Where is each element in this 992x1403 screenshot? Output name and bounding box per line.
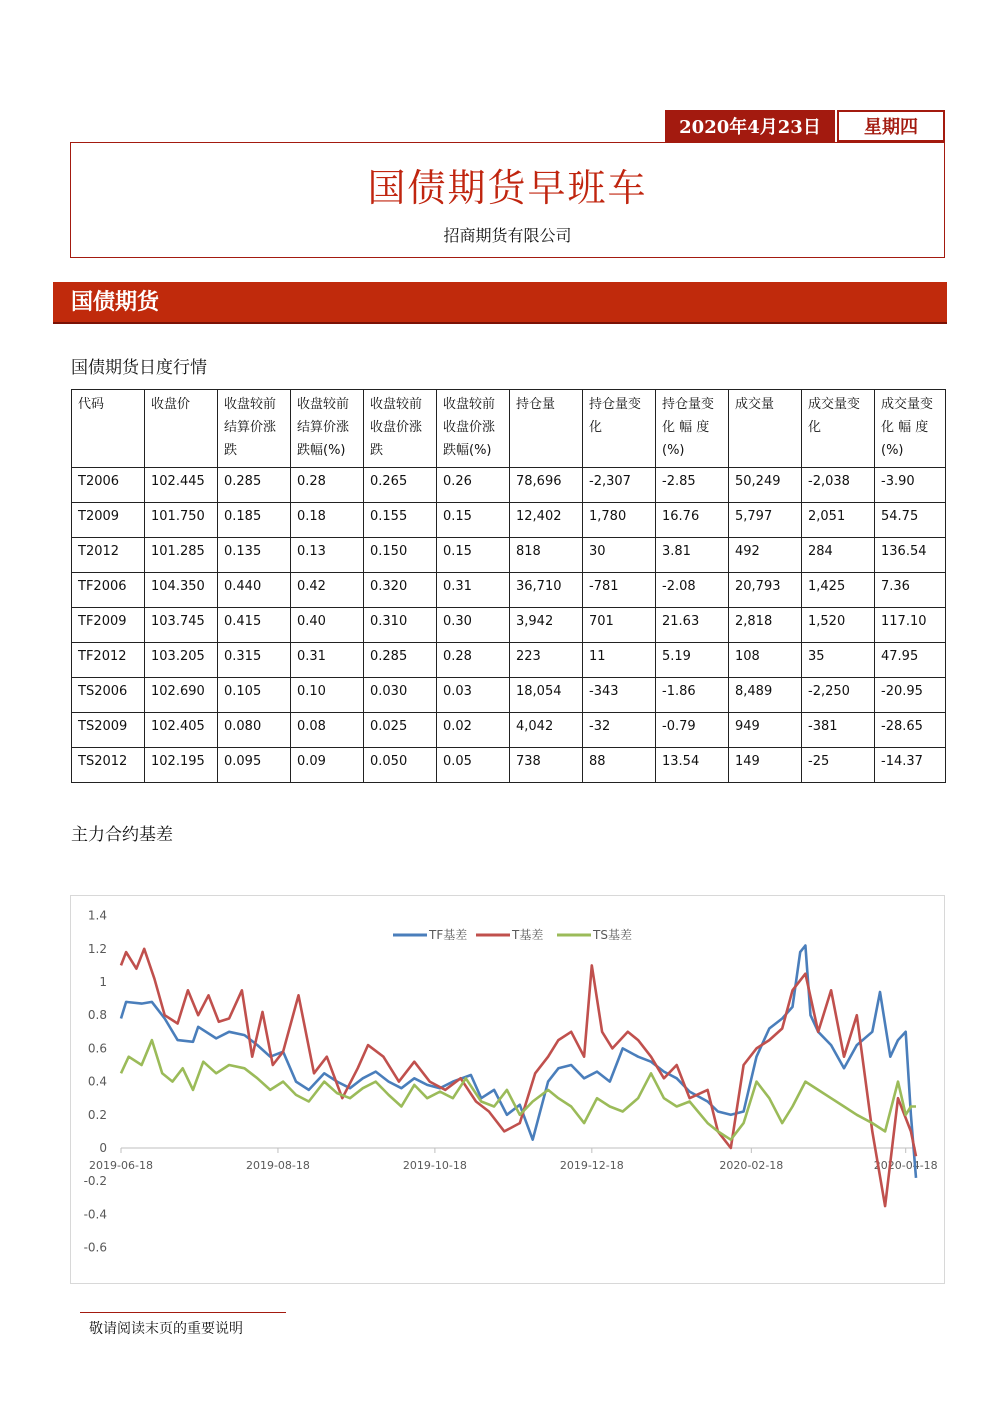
table-header-cell: 收盘较前收盘价涨跌幅(%) <box>437 390 510 468</box>
table-cell: 12,402 <box>510 503 583 538</box>
table-cell: 0.050 <box>364 748 437 783</box>
table-cell: T2006 <box>72 468 145 503</box>
y-tick-label: 0.6 <box>87 1041 107 1056</box>
table-cell: -2,250 <box>802 678 875 713</box>
table-cell: 30 <box>583 538 656 573</box>
table-cell: 0.40 <box>291 608 364 643</box>
y-tick-label: -0.2 <box>83 1174 107 1189</box>
table-cell: 0.08 <box>291 713 364 748</box>
table-cell: 88 <box>583 748 656 783</box>
table-cell: -25 <box>802 748 875 783</box>
table-cell: 0.025 <box>364 713 437 748</box>
table-cell: 1,780 <box>583 503 656 538</box>
table-cell: 949 <box>729 713 802 748</box>
y-tick-label: 0.8 <box>87 1008 107 1023</box>
table-cell: 104.350 <box>145 573 218 608</box>
basis-chart <box>70 895 945 1284</box>
y-tick-label: 1 <box>99 975 107 989</box>
table-header-cell: 收盘价 <box>145 390 218 468</box>
table-cell: -3.90 <box>875 468 946 503</box>
table-row <box>72 608 946 643</box>
table-cell: 1,425 <box>802 573 875 608</box>
table-cell: 0.28 <box>437 643 510 678</box>
table-cell: 492 <box>729 538 802 573</box>
table-cell: T2012 <box>72 538 145 573</box>
x-tick-label: 2019-12-18 <box>559 1159 624 1172</box>
series-line-T基差 <box>121 949 916 1206</box>
table-cell: 0.03 <box>437 678 510 713</box>
table-cell: 0.080 <box>218 713 291 748</box>
table-cell: 0.265 <box>364 468 437 503</box>
y-tick-label: -0.4 <box>83 1207 107 1222</box>
y-tick-label: -0.6 <box>83 1240 107 1255</box>
y-tick-label: 1.4 <box>87 908 107 923</box>
table-cell: 5.19 <box>656 643 729 678</box>
x-tick-label: 2019-08-18 <box>245 1159 310 1172</box>
table-cell: 102.405 <box>145 713 218 748</box>
table-header-cell: 成交量 <box>729 390 802 468</box>
table-cell: 2,818 <box>729 608 802 643</box>
footer-divider <box>80 1312 286 1313</box>
table-cell: 0.28 <box>291 468 364 503</box>
table-cell: 4,042 <box>510 713 583 748</box>
table-heading: 国债期货日度行情 <box>71 358 207 378</box>
company-name: 招商期货有限公司 <box>443 226 572 245</box>
table-cell: 0.15 <box>437 538 510 573</box>
table-cell: 0.030 <box>364 678 437 713</box>
table-cell: 101.750 <box>145 503 218 538</box>
table-cell: 0.31 <box>437 573 510 608</box>
table-cell: 102.690 <box>145 678 218 713</box>
table-cell: -2.85 <box>656 468 729 503</box>
table-header-cell: 收盘较前收盘价涨跌 <box>364 390 437 468</box>
table-cell: 0.415 <box>218 608 291 643</box>
table-cell: 0.285 <box>218 468 291 503</box>
table-cell: 8,489 <box>729 678 802 713</box>
table-cell: 0.18 <box>291 503 364 538</box>
table-cell: 0.320 <box>364 573 437 608</box>
legend-label: TS基差 <box>593 928 632 942</box>
table-cell: 5,797 <box>729 503 802 538</box>
table-row <box>72 573 946 608</box>
report-weekday: 星期四 <box>837 110 945 142</box>
table-cell: 0.150 <box>364 538 437 573</box>
table-cell: 0.285 <box>364 643 437 678</box>
table-row <box>72 468 946 503</box>
report-title: 国债期货早班车 <box>367 166 648 210</box>
table-cell: -343 <box>583 678 656 713</box>
table-cell: T2009 <box>72 503 145 538</box>
table-cell: 20,793 <box>729 573 802 608</box>
table-cell: -28.65 <box>875 713 946 748</box>
table-cell: 1,520 <box>802 608 875 643</box>
x-tick-label: 2019-06-18 <box>89 1159 153 1172</box>
table-cell: TS2012 <box>72 748 145 783</box>
table-header-cell: 成交量变化 幅 度(%) <box>875 390 946 468</box>
table-row <box>72 538 946 573</box>
table-cell: 117.10 <box>875 608 946 643</box>
table-cell: 0.05 <box>437 748 510 783</box>
table-cell: 0.09 <box>291 748 364 783</box>
table-header-cell: 收盘较前结算价涨跌幅(%) <box>291 390 364 468</box>
table-cell: 701 <box>583 608 656 643</box>
table-row <box>72 713 946 748</box>
table-cell: -2,038 <box>802 468 875 503</box>
table-cell: 3.81 <box>656 538 729 573</box>
table-cell: 47.95 <box>875 643 946 678</box>
chart-heading: 主力合约基差 <box>71 825 173 845</box>
report-date: 2020年4月23日 <box>665 110 835 142</box>
y-tick-label: 0.2 <box>87 1107 107 1122</box>
table-cell: 0.02 <box>437 713 510 748</box>
x-tick-label: 2019-10-18 <box>402 1159 467 1172</box>
table-row <box>72 748 946 783</box>
legend-label: TF基差 <box>429 928 468 942</box>
table-cell: 36,710 <box>510 573 583 608</box>
basis-chart-svg <box>71 896 946 1285</box>
table-cell: -32 <box>583 713 656 748</box>
table-cell: -14.37 <box>875 748 946 783</box>
table-cell: 0.155 <box>364 503 437 538</box>
table-body <box>72 468 946 783</box>
table-cell: 0.315 <box>218 643 291 678</box>
table-cell: 108 <box>729 643 802 678</box>
table-cell: TF2006 <box>72 573 145 608</box>
table-cell: 11 <box>583 643 656 678</box>
table-row <box>72 643 946 678</box>
table-cell: 21.63 <box>656 608 729 643</box>
table-cell: 0.10 <box>291 678 364 713</box>
table-cell: 0.185 <box>218 503 291 538</box>
legend-label: T基差 <box>512 928 544 942</box>
y-tick-label: 0 <box>99 1141 107 1155</box>
table-cell: 35 <box>802 643 875 678</box>
table-cell: -2,307 <box>583 468 656 503</box>
table-cell: TS2006 <box>72 678 145 713</box>
table-cell: 0.310 <box>364 608 437 643</box>
table-cell: 149 <box>729 748 802 783</box>
table-cell: 103.745 <box>145 608 218 643</box>
table-cell: 818 <box>510 538 583 573</box>
footer-note: 敬请阅读末页的重要说明 <box>89 1321 243 1337</box>
table-cell: TF2012 <box>72 643 145 678</box>
table-cell: 0.13 <box>291 538 364 573</box>
table-header-cell: 持仓量 <box>510 390 583 468</box>
table-cell: 223 <box>510 643 583 678</box>
table-cell: 7.36 <box>875 573 946 608</box>
title-block <box>70 142 945 258</box>
table-cell: -2.08 <box>656 573 729 608</box>
table-cell: TS2009 <box>72 713 145 748</box>
table-cell: 0.31 <box>291 643 364 678</box>
table-cell: 0.26 <box>437 468 510 503</box>
table-header-cell: 代码 <box>72 390 145 468</box>
table-cell: -0.79 <box>656 713 729 748</box>
table-cell: 101.285 <box>145 538 218 573</box>
table-cell: 103.205 <box>145 643 218 678</box>
table-header-cell: 持仓量变化 <box>583 390 656 468</box>
table-cell: 738 <box>510 748 583 783</box>
table-cell: 78,696 <box>510 468 583 503</box>
table-cell: 0.105 <box>218 678 291 713</box>
table-cell: -381 <box>802 713 875 748</box>
table-cell: 13.54 <box>656 748 729 783</box>
table-row <box>72 678 946 713</box>
table-cell: TF2009 <box>72 608 145 643</box>
section-title-bar: 国债期货 <box>53 282 947 324</box>
table-row <box>72 503 946 538</box>
table-header-cell: 持仓量变化 幅 度(%) <box>656 390 729 468</box>
y-tick-label: 0.4 <box>87 1074 107 1089</box>
series-line-TF基差 <box>121 946 916 1178</box>
table-cell: -781 <box>583 573 656 608</box>
y-tick-label: 1.2 <box>87 941 107 956</box>
table-cell: 136.54 <box>875 538 946 573</box>
table-cell: -1.86 <box>656 678 729 713</box>
table-cell: 2,051 <box>802 503 875 538</box>
table-cell: 16.76 <box>656 503 729 538</box>
table-header-cell: 成交量变化 <box>802 390 875 468</box>
table-cell: 102.195 <box>145 748 218 783</box>
table-cell: -20.95 <box>875 678 946 713</box>
table-cell: 284 <box>802 538 875 573</box>
table-header-row <box>72 390 946 468</box>
table-cell: 0.135 <box>218 538 291 573</box>
table-cell: 3,942 <box>510 608 583 643</box>
table-cell: 0.15 <box>437 503 510 538</box>
x-tick-label: 2020-04-18 <box>873 1159 938 1172</box>
table-cell: 102.445 <box>145 468 218 503</box>
table-cell: 0.30 <box>437 608 510 643</box>
quotes-table <box>71 389 946 783</box>
table-header-cell: 收盘较前结算价涨跌 <box>218 390 291 468</box>
table-cell: 0.42 <box>291 573 364 608</box>
table-cell: 0.095 <box>218 748 291 783</box>
table-cell: 54.75 <box>875 503 946 538</box>
x-tick-label: 2020-02-18 <box>719 1159 784 1172</box>
table-cell: 50,249 <box>729 468 802 503</box>
table-cell: 18,054 <box>510 678 583 713</box>
table-cell: 0.440 <box>218 573 291 608</box>
